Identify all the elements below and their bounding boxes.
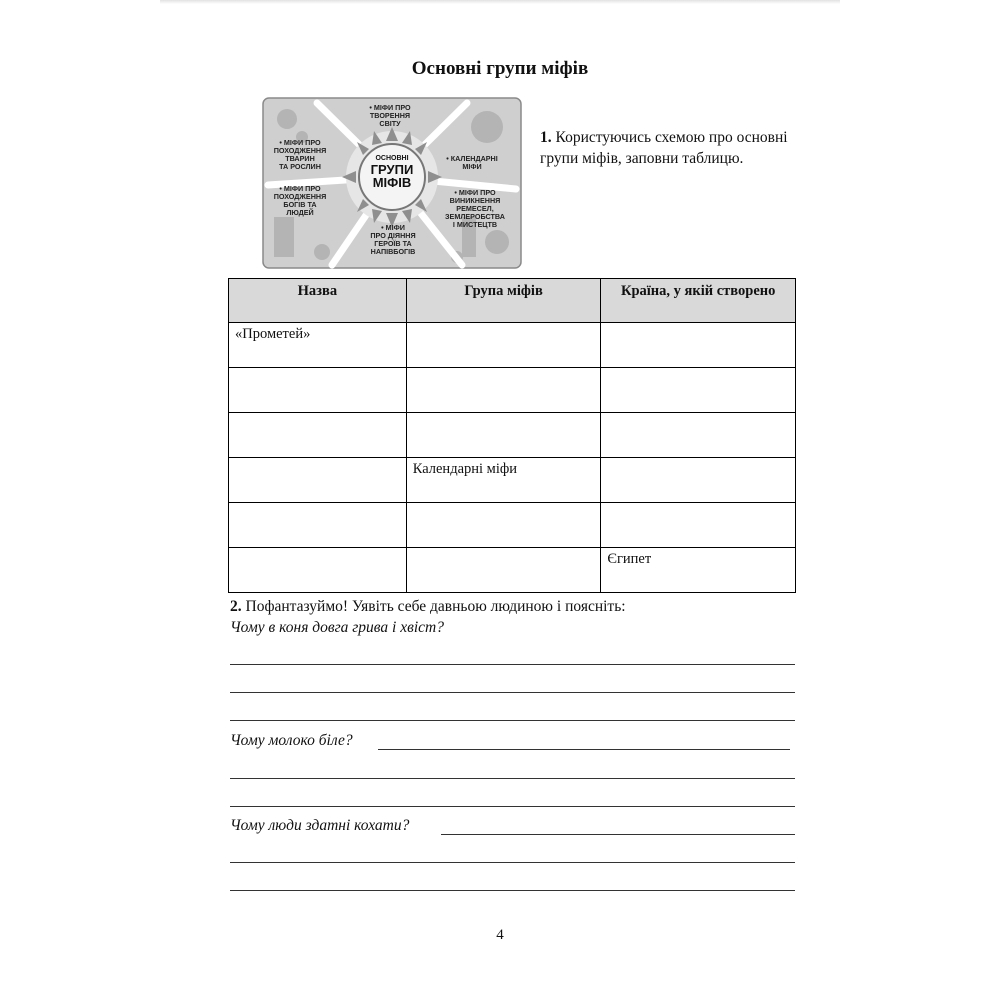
table-cell[interactable] [229,413,407,458]
task-2 [230,596,626,617]
header-name: Назва [229,279,407,323]
diagram-item-creation: • МІФИ ПРО ТВОРЕННЯ СВІТУ [369,103,411,128]
myth-groups-diagram [262,97,522,269]
table-row [229,323,796,368]
table-cell[interactable]: «Прометей» [229,323,407,368]
task-2-number: 2. [230,598,242,615]
task-2-text: Пофантазуймо! Уявіть себе давньою людиною і поясніть: [245,598,626,615]
table-row [229,368,796,413]
table-cell[interactable]: Календарні міфи [406,458,601,503]
task-1-text: Користуючись схемою про основні групи міфів, заповни таблицю. [540,129,788,167]
table-cell[interactable] [406,323,601,368]
page-title: Основні групи міфів [411,58,589,79]
answer-line[interactable] [230,692,795,693]
question-love: Чому люди здатні кохати? [230,817,410,834]
table-cell[interactable] [229,548,407,593]
table-cell[interactable] [406,413,601,458]
table-row [229,503,796,548]
table-cell[interactable] [601,458,796,503]
table-row [229,548,796,593]
diagram-item-calendar: • КАЛЕНДАРНІ МІФИ [446,154,498,171]
table-cell[interactable] [406,548,601,593]
table-row [229,413,796,458]
answer-line[interactable] [230,778,795,779]
answer-line[interactable] [230,720,795,721]
diagram-center-title: ГРУПИ МІФІВ [370,162,414,190]
answer-line[interactable] [378,749,790,750]
header-group: Група міфів [406,279,601,323]
answer-line[interactable] [441,834,795,835]
table-header-row [229,279,796,323]
table-cell[interactable] [229,368,407,413]
table-cell[interactable]: Єгипет [601,548,796,593]
myths-table [228,278,796,593]
table-cell[interactable] [601,413,796,458]
answer-line[interactable] [230,890,795,891]
page-number: 4 [496,927,504,943]
question-milk: Чому молоко біле? [230,732,353,749]
diagram-item-gods-people: • МІФИ ПРО ПОХОДЖЕННЯ БОГІВ ТА ЛЮДЕЙ [273,184,327,217]
table-cell[interactable] [229,503,407,548]
diagram-item-animals-plants: • МІФИ ПРО ПОХОДЖЕННЯ ТВАРИН ТА РОСЛИН [273,138,327,171]
table-row [229,458,796,503]
table-cell[interactable] [229,458,407,503]
question-horse: Чому в коня довга грива і хвіст? [230,619,444,636]
diagram-item-heroes: • МІФИ ПРО ДІЯННЯ ГЕРОЇВ ТА НАПІВБОГІВ [370,223,416,256]
answer-line[interactable] [230,664,795,665]
table-cell[interactable] [406,368,601,413]
table-cell[interactable] [601,323,796,368]
task-1-number: 1. [540,129,552,146]
table-cell[interactable] [406,503,601,548]
diagram-center-small: ОСНОВНІ [375,155,409,162]
header-country: Країна, у якій створено [601,279,796,323]
page-top-shadow [160,0,840,4]
answer-line[interactable] [230,862,795,863]
table-cell[interactable] [601,503,796,548]
table-cell[interactable] [601,368,796,413]
diagram-item-crafts: • МІФИ ПРО ВИНИКНЕННЯ РЕМЕСЕЛ, ЗЕМЛЕРОБСТВА І МИСТЕЦТВ [445,188,505,229]
answer-line[interactable] [230,806,795,807]
task-1 [540,127,790,169]
